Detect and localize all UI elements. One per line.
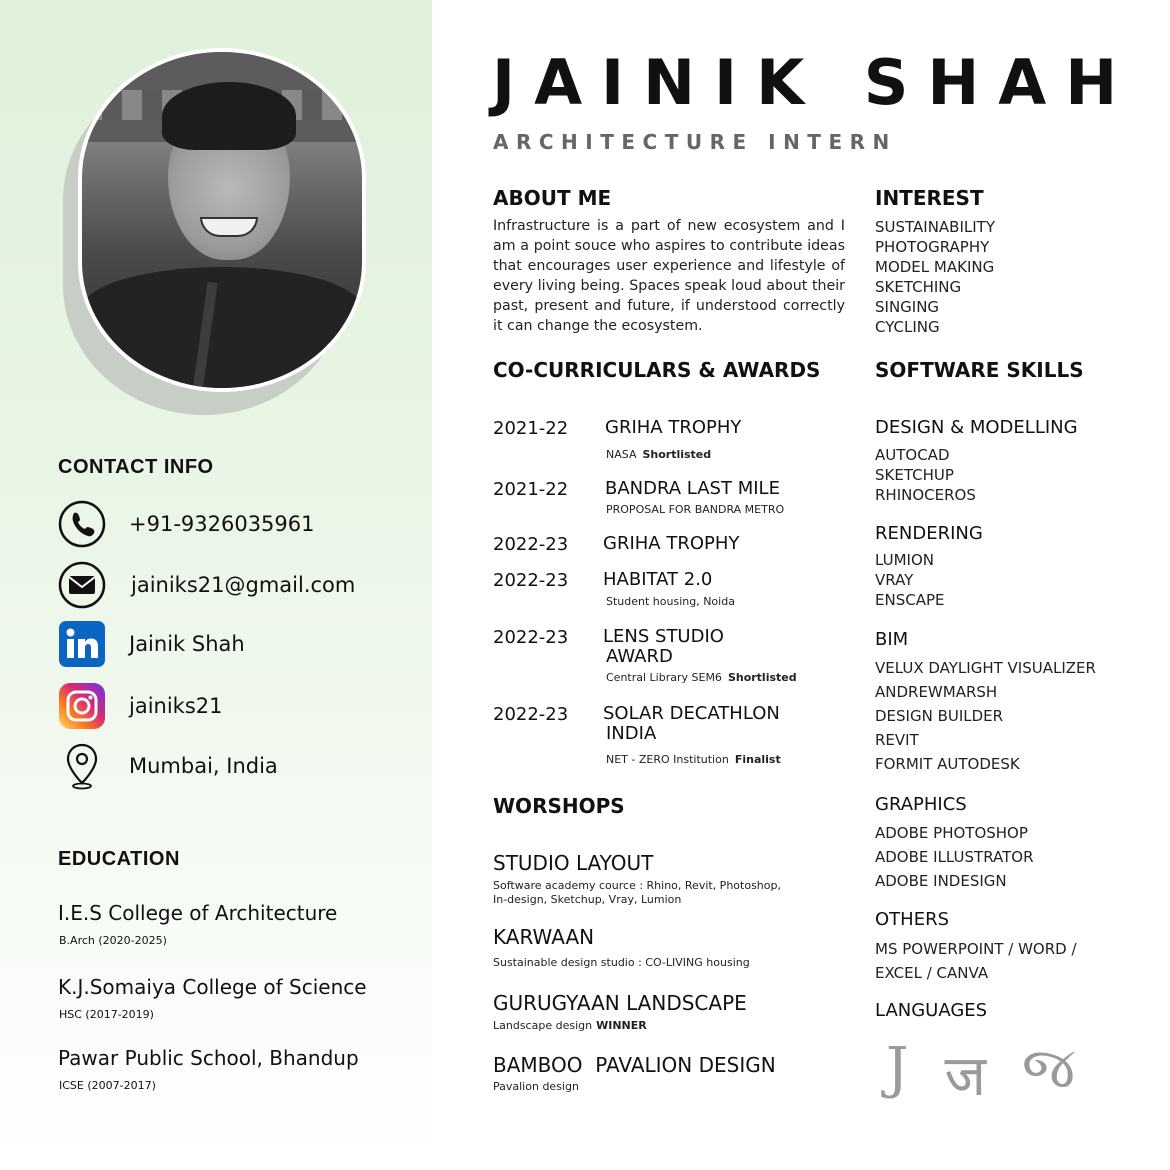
award-sub: Student housing, Noida [606,595,735,608]
software-group-title: OTHERS [875,909,950,930]
award-sub: NET - ZERO Institution Finalist [606,753,781,766]
interest-item: PHOTOGRAPHY [875,238,990,256]
education-school: K.J.Somaiya College of Science [58,975,367,999]
interest-heading: INTEREST [875,186,984,210]
education-detail: HSC (2017-2019) [59,1008,154,1021]
interest-item: SKETCHING [875,278,962,296]
interest-item: SUSTAINABILITY [875,218,996,236]
software-group-list [875,937,1077,985]
education-detail: ICSE (2007-2017) [59,1079,156,1092]
award-title: LENS STUDIO AWARD [603,626,724,667]
award-title: GRIHA TROPHY [603,533,740,554]
software-item: ENSCAPE [875,591,945,609]
profile-photo [78,48,366,392]
software-group-list [875,656,1096,776]
interest-list [875,217,995,337]
awards-heading: CO-CURRICULARS & AWARDS [493,358,821,382]
software-item: EXCEL / CANVA [875,964,989,982]
contact-phone[interactable] [58,500,315,548]
workshop-title: BAMBOO PAVALION DESIGN [493,1053,776,1077]
workshops-heading: WORSHOPS [493,794,625,818]
candidate-name: JAINIK SHAH [492,46,1137,119]
award-sub: NASA Shortlisted [606,448,712,461]
mail-icon [58,561,106,609]
workshop-sub: Landscape design WINNER [493,1019,647,1032]
software-item: ADOBE INDESIGN [875,872,1007,890]
education-heading: EDUCATION [58,848,180,870]
workshop-sub: Software academy cource : Rhino, Revit, Photoshop, In-design, Sketchup, Vray, Lumion [493,879,781,906]
contact-linkedin[interactable] [58,620,245,668]
location-text: Mumbai, India [129,754,278,778]
education-detail: B.Arch (2020-2025) [59,934,167,947]
software-item: SKETCHUP [875,466,954,484]
software-item: ADOBE ILLUSTRATOR [875,848,1034,866]
software-group-title: DESIGN & MODELLING [875,417,1078,438]
workshop-title: KARWAAN [493,925,595,949]
award-title: HABITAT 2.0 [603,569,713,590]
language-hindi-glyph: ज [944,1044,987,1109]
contact-location [58,742,278,790]
interest-item: CYCLING [875,318,940,336]
phone-text: +91-9326035961 [129,512,315,536]
software-item: VELUX DAYLIGHT VISUALIZER [875,659,1096,677]
award-sub: PROPOSAL FOR BANDRA METRO [606,503,785,516]
award-year: 2021-22 [493,418,569,439]
software-item: FORMIT AUTODESK [875,755,1020,773]
award-year: 2022-23 [493,627,569,648]
software-item: LUMION [875,551,934,569]
contact-instagram[interactable] [58,682,223,730]
languages-heading: LANGUAGES [875,1000,988,1021]
software-item: ADOBE PHOTOSHOP [875,824,1028,842]
software-group-list [875,821,1034,893]
award-title: BANDRA LAST MILE [605,478,780,499]
software-heading: SOFTWARE SKILLS [875,358,1084,382]
about-text: Infrastructure is a part of new ecosystem and I am a point souce who aspires to contribute ideas that encourages user experience and lifestyle of every living being. Spaces speak loud about their past, present and future, if understood correctly it can change the ecosystem. [493,218,845,334]
software-group-list [875,550,944,610]
about-heading: ABOUT ME [493,186,612,210]
software-group-title: BIM [875,629,909,650]
languages-glyphs [886,1036,1075,1112]
instagram-icon [58,682,106,730]
education-school: I.E.S College of Architecture [58,901,338,925]
interest-item: SINGING [875,298,940,316]
software-item: REVIT [875,731,919,749]
candidate-role: ARCHITECTURE INTERN [493,130,897,154]
award-title: SOLAR DECATHLON INDIA [603,703,780,744]
workshop-sub: Sustainable design studio : CO-LIVING housing [493,956,750,969]
software-group-title: RENDERING [875,523,983,544]
software-group-title: GRAPHICS [875,794,967,815]
software-group-list [875,445,976,505]
contact-heading: CONTACT INFO [58,456,214,478]
phone-icon [58,500,106,548]
award-sub: Central Library SEM6 Shortlisted [606,671,797,684]
interest-item: MODEL MAKING [875,258,995,276]
language-english-glyph: J [886,1036,909,1101]
education-school: Pawar Public School, Bhandup [58,1046,359,1070]
award-year: 2021-22 [493,479,569,500]
location-pin-icon [58,742,106,790]
software-item: RHINOCEROS [875,486,976,504]
workshop-title: GURUGYAAN LANDSCAPE [493,991,747,1015]
contact-email[interactable] [58,561,355,609]
email-text: jainiks21@gmail.com [131,573,356,597]
software-item: ANDREWMARSH [875,683,998,701]
software-item: VRAY [875,571,914,589]
award-year: 2022-23 [493,534,569,555]
language-gujarati-glyph: જ [1022,1036,1075,1101]
software-item: MS POWERPOINT / WORD / [875,940,1077,958]
workshop-sub: Pavalion design [493,1080,579,1093]
software-item: AUTOCAD [875,446,950,464]
award-year: 2022-23 [493,704,569,725]
linkedin-text: Jainik Shah [129,632,245,656]
award-year: 2022-23 [493,570,569,591]
award-title: GRIHA TROPHY [605,417,742,438]
software-item: DESIGN BUILDER [875,707,1004,725]
linkedin-icon [58,620,106,668]
workshop-title: STUDIO LAYOUT [493,851,654,875]
instagram-text: jainiks21 [129,694,223,718]
